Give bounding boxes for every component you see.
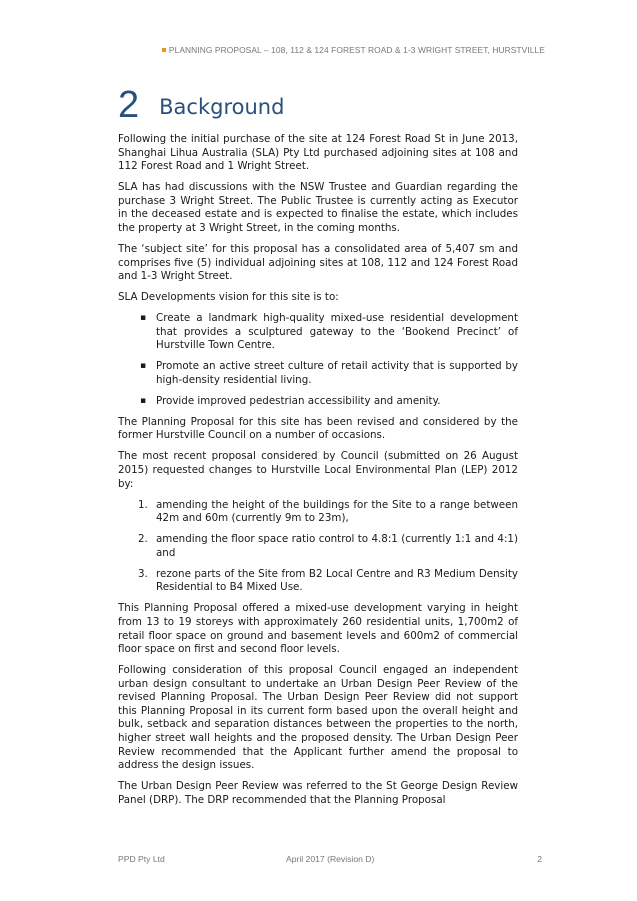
body-content	[118, 133, 518, 815]
square-bullet-icon: ▪	[140, 395, 147, 406]
list-item	[118, 568, 518, 595]
list-item	[118, 533, 518, 560]
paragraph: Following the initial purchase of the site at 124 Forest Road St in June 2013, Shanghai Lihua Australia (SLA) Pty Ltd purchased adjoining sites at 108 and 112 Forest Road and 1 Wright Street.	[118, 133, 518, 173]
section-number: 2	[118, 84, 140, 126]
paragraph: SLA has had discussions with the NSW Trustee and Guardian regarding the purchase 3 Wright Street. The Public Trustee is currently acting as Executor in the deceased estate and is expected to finalise the estate, which includes the property at 3 Wright Street, in the coming months.	[118, 181, 518, 234]
list-item-text: amending the floor space ratio control to 4.8:1 (currently 1:1 and 4:1) and	[156, 533, 518, 559]
paragraph: The Urban Design Peer Review was referred to the St George Design Review Panel (DRP). The DRP recommended that the Planning Proposal	[118, 780, 518, 806]
paragraph: The Planning Proposal for this site has been revised and considered by the former Hurstville Council on a number of occasions.	[118, 415, 518, 442]
list-item-text: Provide improved pedestrian accessibility and amenity.	[156, 394, 441, 407]
requested-changes-list	[118, 499, 518, 595]
list-number: 2.	[138, 533, 148, 546]
section-title: Background	[159, 95, 285, 119]
list-item	[118, 499, 518, 526]
orange-square-marker	[162, 48, 166, 52]
paragraph: SLA Developments vision for this site is to:	[118, 291, 339, 304]
running-header	[162, 45, 545, 55]
list-item-text: amending the height of the buildings for the Site to a range between 42m and 60m (currently 9m to 23m),	[156, 498, 518, 525]
list-item	[118, 395, 518, 409]
list-item-text: Create a landmark high-quality mixed-use residential development that provides a sculptured gateway to the ‘Bookend Precinct’ of Hurstville Town Centre.	[156, 312, 518, 352]
page-number: 2	[537, 854, 542, 864]
paragraph: Following consideration of this proposal Council engaged an independent urban design consultant to undertake an Urban Design Peer Review of the revised Planning Proposal. The Urban Design Peer Review did not support this Planning Proposal in its current form based upon the overall height and bulk, setback and separation distances between the properties to the north, higher street wall heights and the proposed density. The Urban Design Peer Review recommended that the Applicant further amend the proposal to address the design issues.	[118, 664, 518, 772]
footer-date: April 2017 (Revision D)	[286, 854, 375, 864]
section-heading	[118, 84, 284, 127]
list-item-text: Promote an active street culture of retail activity that is supported by high-density residential living.	[156, 360, 518, 386]
vision-bullet-list	[118, 312, 518, 408]
list-item	[118, 360, 518, 387]
footer-company: PPD Pty Ltd	[118, 854, 165, 864]
paragraph: This Planning Proposal offered a mixed-use development varying in height from 13 to 19 storeys with approximately 260 residential units, 1,700m2 of retail floor space on ground and basement levels and 600m2 of commercial floor space on first and second floor levels.	[118, 602, 518, 656]
list-number: 1.	[138, 498, 148, 511]
paragraph: The ‘subject site’ for this proposal has a consolidated area of 5,407 sm and comprises five (5) individual adjoining sites at 108, 112 and 124 Forest Road and 1-3 Wright Street.	[118, 242, 518, 283]
list-item	[118, 312, 518, 353]
square-bullet-icon: ▪	[140, 313, 147, 324]
list-number: 3.	[138, 567, 148, 580]
list-item-text: rezone parts of the Site from B2 Local Centre and R3 Medium Density Residential to B4 Mixed Use.	[156, 567, 518, 594]
paragraph: The most recent proposal considered by Council (submitted on 26 August 2015) requested changes to Hurstville Local Environmental Plan (LEP) 2012 by:	[118, 450, 518, 490]
square-bullet-icon: ▪	[140, 361, 147, 372]
running-header-text: PLANNING PROPOSAL – 108, 112 & 124 FOREST ROAD & 1-3 WRIGHT STREET, HURSTVILLE	[168, 45, 545, 55]
